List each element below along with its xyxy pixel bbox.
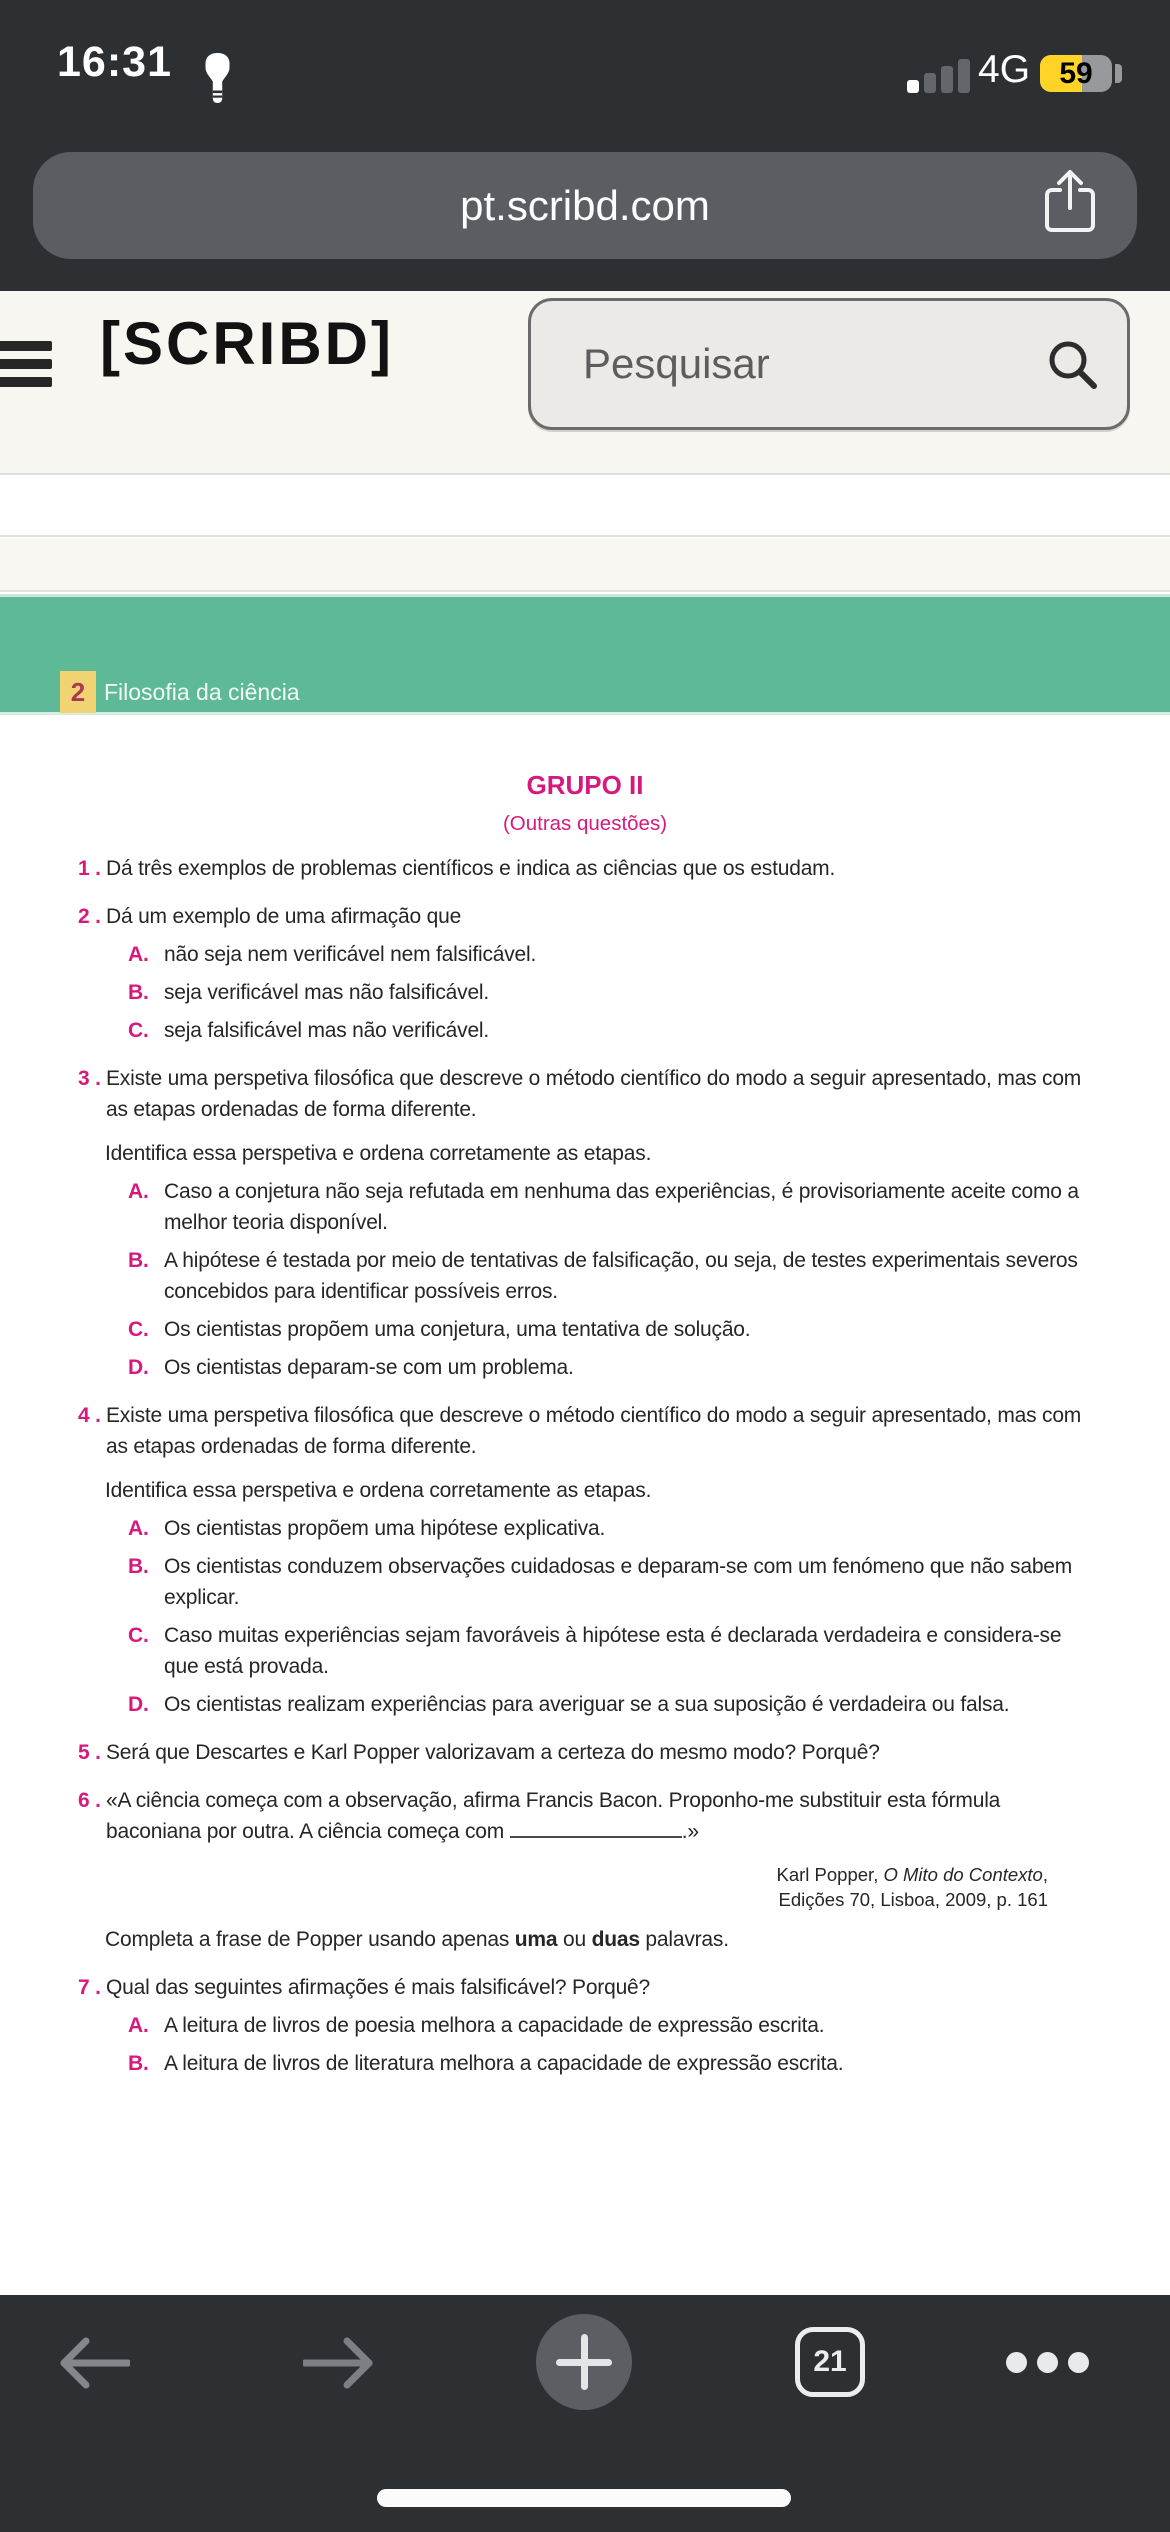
item-label: C. — [128, 1318, 149, 1341]
scribd-logo[interactable]: [SCRIBD] — [100, 310, 394, 377]
question-row — [0, 1785, 1170, 1847]
option-row — [0, 939, 1170, 970]
item-text: Existe uma perspetiva filosófica que descreve o método científico do modo a seguir apresentado, mas com as etapas ordenadas de forma diferente. — [106, 1067, 1082, 1121]
citation-row — [0, 1888, 1170, 1911]
item-label: C. — [128, 1624, 149, 1647]
forward-icon[interactable] — [303, 2335, 377, 2391]
question-row — [0, 901, 1170, 932]
item-text: Karl Popper, O Mito do Contexto, — [776, 1864, 1048, 1885]
tab-count: 21 — [813, 2345, 847, 2378]
new-tab-plus-icon[interactable] — [536, 2314, 632, 2410]
item-text: Edições 70, Lisboa, 2009, p. 161 — [778, 1889, 1048, 1910]
flashlight-icon — [203, 52, 232, 109]
tabs-icon[interactable] — [795, 2327, 865, 2397]
option-row — [0, 2010, 1170, 2041]
item-label: 4 . — [78, 1404, 101, 1427]
battery-percent: 59 — [1059, 56, 1093, 90]
question-row — [0, 1063, 1170, 1125]
url-text: pt.scribd.com — [460, 181, 710, 229]
question-row — [0, 1972, 1170, 2003]
item-text: Caso a conjetura não seja refutada em nenhuma das experiências, é provisoriamente aceite como a melhor teoria disponível. — [164, 1180, 1079, 1234]
document-section-banner — [0, 594, 1170, 715]
para-row — [0, 1138, 1170, 1169]
para-row — [0, 1924, 1170, 1955]
fill-in-blank — [510, 1821, 682, 1838]
option-row — [0, 1314, 1170, 1345]
item-text: Os cientistas deparam-se com um problema. — [164, 1356, 574, 1379]
item-text: Os cientistas realizam experiências para averiguar se a sua suposição é verdadeira ou falsa. — [164, 1693, 1010, 1716]
question-row — [0, 1737, 1170, 1768]
item-label: C. — [128, 1019, 149, 1042]
option-row — [0, 1015, 1170, 1046]
share-icon[interactable] — [1043, 168, 1097, 234]
document-heading: GRUPO II — [526, 770, 644, 800]
battery-icon — [1040, 55, 1112, 92]
address-bar[interactable] — [33, 152, 1137, 259]
item-text: Identifica essa perspetiva e ordena corretamente as etapas. — [105, 1479, 652, 1502]
item-text: Caso muitas experiências sejam favoráveis à hipótese esta é declarada verdadeira e considera-se que está provada. — [164, 1624, 1062, 1678]
option-row — [0, 977, 1170, 1008]
item-text: não seja nem verificável nem falsificável. — [164, 943, 537, 966]
item-text: A leitura de livros de poesia melhora a capacidade de expressão escrita. — [164, 2014, 825, 2037]
search-box[interactable] — [528, 298, 1130, 430]
cellular-signal-icon — [907, 58, 971, 93]
option-row — [0, 2048, 1170, 2079]
item-text: Identifica essa perspetiva e ordena corretamente as etapas. — [105, 1142, 652, 1165]
item-text: Será que Descartes e Karl Popper valorizavam a certeza do mesmo modo? Porquê? — [106, 1741, 880, 1764]
item-text: seja falsificável mas não verificável. — [164, 1019, 490, 1042]
browser-top-chrome — [0, 0, 1170, 291]
option-row — [0, 1689, 1170, 1720]
document-subheading: (Outras questões) — [502, 812, 668, 835]
item-label: B. — [128, 1555, 149, 1578]
status-time: 16:31 — [57, 38, 172, 86]
item-label: B. — [128, 981, 149, 1004]
item-text: Os cientistas propõem uma hipótese explicativa. — [164, 1517, 606, 1540]
item-label: A. — [128, 1517, 149, 1540]
section-title: Filosofia da ciência — [104, 679, 300, 705]
item-label: 5 . — [78, 1741, 101, 1764]
item-label: 6 . — [78, 1789, 101, 1812]
item-label: D. — [128, 1693, 149, 1716]
item-text: Dá um exemplo de uma afirmação que — [106, 905, 462, 928]
option-row — [0, 1551, 1170, 1613]
item-label: 2 . — [78, 905, 101, 928]
item-label: A. — [128, 1180, 149, 1203]
item-text: Qual das seguintes afirmações é mais falsificável? Porquê? — [106, 1976, 651, 1999]
item-label: A. — [128, 2014, 149, 2037]
para-row — [0, 1475, 1170, 1506]
item-label: B. — [128, 1249, 149, 1272]
battery-cap — [1115, 64, 1122, 83]
question-row — [0, 853, 1170, 884]
item-text: Dá três exemplos de problemas científicos e indica as ciências que os estudam. — [106, 857, 836, 880]
document-page — [0, 715, 1170, 2295]
item-text: Os cientistas conduzem observações cuidadosas e deparam-se com um fenómeno que não sabem explicar. — [164, 1555, 1073, 1609]
item-text: Os cientistas propõem uma conjetura, uma tentativa de solução. — [164, 1318, 751, 1341]
search-icon[interactable] — [1047, 339, 1099, 391]
item-label: 7 . — [78, 1976, 101, 1999]
item-label: A. — [128, 943, 149, 966]
option-row — [0, 1245, 1170, 1307]
item-text: Completa a frase de Popper usando apenas uma ou duas palavras. — [105, 1928, 729, 1951]
page-gap-strip — [0, 477, 1170, 537]
document-content — [0, 853, 1170, 2079]
option-row — [0, 1513, 1170, 1544]
scribd-header — [0, 291, 1170, 475]
option-row — [0, 1620, 1170, 1682]
option-row — [0, 1176, 1170, 1238]
menu-icon[interactable] — [0, 341, 52, 389]
item-text: Existe uma perspetiva filosófica que descreve o método científico do modo a seguir apresentado, mas com as etapas ordenadas de forma diferente. — [106, 1404, 1082, 1458]
item-label: 3 . — [78, 1067, 101, 1090]
home-indicator[interactable] — [377, 2489, 791, 2507]
network-type-label: 4G — [978, 48, 1031, 91]
citation-row — [0, 1863, 1170, 1886]
option-row — [0, 1352, 1170, 1383]
section-number-badge: 2 — [60, 671, 96, 713]
question-row — [0, 1400, 1170, 1462]
item-label: D. — [128, 1356, 149, 1379]
item-label: B. — [128, 2052, 149, 2075]
item-text: seja verificável mas não falsificável. — [164, 981, 490, 1004]
search-input[interactable] — [583, 301, 1003, 427]
more-options-icon[interactable] — [1006, 2352, 1089, 2373]
browser-bottom-toolbar — [0, 2295, 1170, 2532]
item-text: «A ciência começa com a observação, afirma Francis Bacon. Proponho-me substituir esta fórmula baconiana por outra. A ciência começa com .» — [106, 1789, 1001, 1843]
back-icon[interactable] — [56, 2335, 130, 2391]
item-text: A leitura de livros de literatura melhora a capacidade de expressão escrita. — [164, 2052, 844, 2075]
item-text: A hipótese é testada por meio de tentativas de falsificação, ou seja, de testes experimentais severos concebidos para identificar possíveis erros. — [164, 1249, 1078, 1303]
page-gap-strip-2 — [0, 539, 1170, 592]
item-label: 1 . — [78, 857, 101, 880]
